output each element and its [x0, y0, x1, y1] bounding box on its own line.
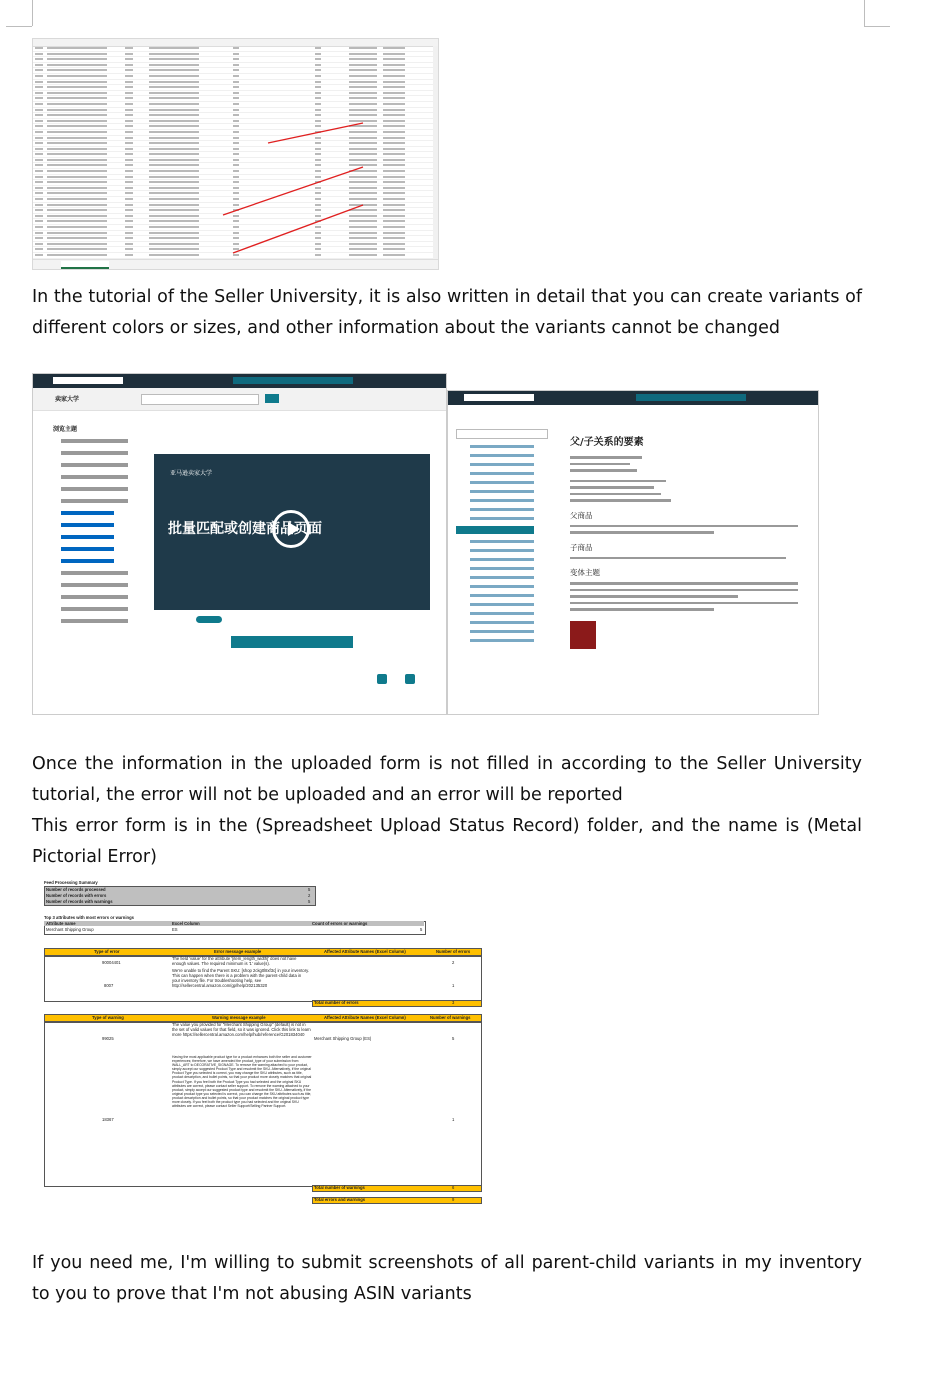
su-language-row	[154, 616, 430, 624]
thumbs-down-icon	[405, 674, 415, 684]
total-warnings-label: Total number of warnings	[314, 1185, 365, 1190]
summary-label: Number of records with warnings	[46, 899, 113, 904]
errors-header-cell: Number of errors	[436, 949, 471, 954]
error-report-screenshot	[44, 880, 484, 1210]
total-errors-value: 3	[452, 1000, 455, 1005]
su-video-title: 批量匹配或创建商品页面	[168, 521, 322, 537]
summary-value: 2	[308, 893, 311, 898]
page-corner-mark	[32, 0, 33, 26]
top3-header: Excel Column	[172, 921, 200, 926]
su-article-content	[570, 433, 810, 653]
su-search-button	[265, 394, 279, 403]
su-top-nav	[33, 374, 446, 388]
total-ew-label: Total errors and warnings	[314, 1197, 366, 1202]
su-brand-bar	[33, 388, 446, 411]
top3-cell: Merchant Shipping Group	[46, 927, 94, 932]
top3-header: Attribute name	[46, 921, 76, 926]
su-sidebar-title: 浏览主题	[53, 426, 78, 433]
play-icon	[272, 510, 310, 548]
warnings-header-cell: Number of warnings	[430, 1015, 471, 1020]
su-search-box	[141, 394, 259, 405]
top3-title: Top 3 attributes with most errors or warnings	[44, 915, 134, 920]
warning-type: 99025	[102, 1036, 114, 1041]
paragraph-1-text: In the tutorial of the Seller University, it is also written in detail that you can create variants of different colors or sizes, and other information about the variants cannot be changed	[32, 287, 862, 338]
error-count: 2	[452, 960, 455, 965]
warnings-header-cell: Type of warning	[92, 1015, 124, 1020]
error-type: 90004401	[102, 960, 121, 965]
error-count: 1	[452, 983, 455, 988]
su-topic-tree	[456, 429, 548, 709]
seller-university-article-screenshot	[447, 390, 819, 715]
su-article-heading: 父/子关系的要素	[570, 437, 644, 448]
summary-label: Number of records with errors	[46, 893, 107, 898]
su-video-logo: 亚马逊卖家大学	[170, 470, 213, 477]
spreadsheet-screenshot	[32, 38, 439, 270]
summary-label: Number of records processed	[46, 887, 106, 892]
su-top-nav	[448, 391, 818, 405]
warning-attribute: Merchant Shipping Group (ES)	[314, 1036, 372, 1041]
su-video-player	[154, 454, 430, 610]
su-sidebar	[53, 424, 149, 631]
warning-count: 5	[452, 1036, 455, 1041]
total-warnings-value: 6	[452, 1185, 455, 1190]
errors-header-cell: Affected Attribute Names (Excel Column)	[324, 949, 406, 954]
top3-cell: ES	[172, 927, 178, 932]
seller-university-video-screenshot	[32, 373, 447, 715]
warning-message: Having the most applicable product type for a product enhances both the seller and customer experiences; therefore, we have amended the product_type of your submission from WALL_ART to DECORATIVE_SIGNAGE. To remove the warning attached to your product, simply accept our suggested Product Type and resubmit the SKU. Alternatively, if the original Product Type you selected is correct, you may change the SKU attributes, such as title, product description, and bullet points, so that your product more closely matches that original Product Type. If you feel both the Product Type you had selected and the original SKU attributes are correct, please contact seller support. To remove the warning attached to your product, simply accept our suggested product type and resubmit the SKU. Alternatively, if the original product type you selected is correct, you can change the SKU attributes such as title, product description and bullet points, so that your product matches the original product type more closely. If you feel both the product type you had selected and the original SKU attributes are correct, please contact Seller Support/Selling Partner Support.	[172, 1055, 312, 1109]
paragraph-3-text: If you need me, I'm willing to submit screenshots of all parent-child variants in my inventory to you to prove that I'm not abusing ASIN variants	[32, 1253, 862, 1304]
paragraph-2-line-1: Once the information in the uploaded form is not filled in according to the Seller University tutorial, the error will not be uploaded and an error will be reported	[32, 754, 862, 805]
summary-title: Feed Processing Summary	[44, 880, 98, 885]
warnings-header-cell: Warning message example	[212, 1015, 266, 1020]
paragraph-2	[32, 749, 862, 873]
product-image	[570, 621, 596, 649]
total-errors-label: Total number of errors	[314, 1000, 359, 1005]
page-corner-mark	[864, 26, 890, 27]
warning-type: 18367	[102, 1117, 114, 1122]
paragraph-1	[32, 282, 862, 344]
warning-count: 1	[452, 1117, 455, 1122]
error-message: The field 'value' for the attribute '[item_length_width]' does not have enough values. The required minimum is '1' value(s).	[172, 956, 297, 966]
page-corner-mark	[864, 0, 865, 26]
errors-header-cell: Type of error	[94, 949, 120, 954]
red-arrow-annotations	[33, 39, 438, 269]
error-type: 8007	[104, 983, 114, 988]
paragraph-3	[32, 1248, 862, 1310]
thumbs-up-icon	[377, 674, 387, 684]
warnings-header-cell: Affected Attribute Names (Excel Column)	[324, 1015, 406, 1020]
summary-value: 5	[308, 887, 311, 892]
warning-message: The value you provided for "Merchant Shipping Group" (default) is not in the set of valid values for that field, so it was ignored. Click this link to learn more https://sellercentral.amazon.com/help/hub/reference/G201834040	[172, 1022, 311, 1037]
su-brand-title: 卖家大学	[55, 396, 80, 403]
error-message: We're unable to find the Parent SKU: [shop 2ckg0l8xf3c] in your inventory. This can happen when there is a problem with the parent-child data in your inventory file. For troubleshooting help, see http://sellercentral.amazon.com/gp/help/202135320	[172, 968, 310, 988]
top3-cell: 5	[420, 927, 423, 932]
su-subheading-child: 子商品	[570, 542, 593, 552]
total-ew-value: 9	[452, 1197, 455, 1202]
top3-header: Count of errors or warnings	[312, 921, 368, 926]
su-cta-button	[231, 636, 353, 648]
page-corner-mark	[6, 26, 32, 27]
paragraph-2-line-2: This error form is in the (Spreadsheet Upload Status Record) folder, and the name is (Metal Pictorial Error)	[32, 816, 862, 867]
summary-value: 5	[308, 899, 311, 904]
su-subheading-variation: 变体主题	[570, 568, 600, 577]
su-subheading-parent: 父商品	[570, 510, 593, 520]
errors-header-cell: Error message example	[214, 949, 262, 954]
